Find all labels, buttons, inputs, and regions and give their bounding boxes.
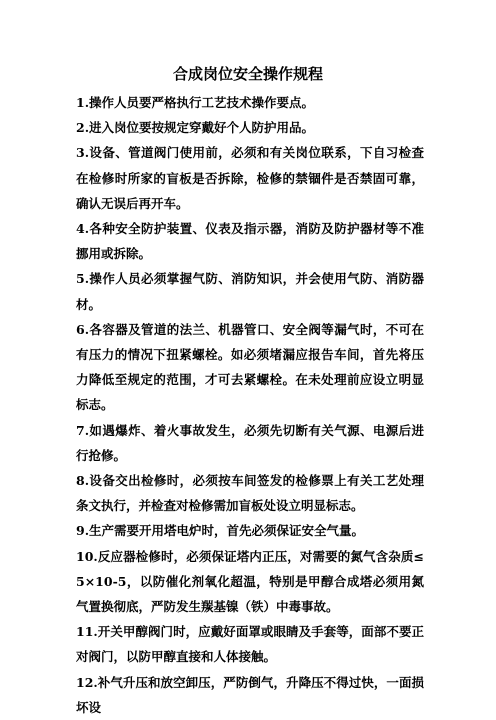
paragraph-10: 10.反应器检修时，必须保证塔内正压，对需要的氮气含杂质≤5×10-5，以防催化剂氧化超温，特别是甲醇合成塔必须用氮气置换彻底，严防发生羰基镍（铁）中毒事故。 [76,548,424,615]
paragraph-4: 4.各种安全防护装置、仪表及指示器，消防及防护器材等不准挪用或拆除。 [76,221,424,262]
paragraph-12: 12.补气升压和放空卸压，严防倒气，升降压不得过快，一面损坏设 [76,674,424,715]
paragraph-9: 9.生产需要开用塔电炉时，首先必须保证安全气量。 [76,523,365,539]
paragraph-1: 1.操作人员要严格执行工艺技术操作要点。 [76,95,315,110]
paragraph-5: 5.操作人员必须掌握气防、消防知识，并会使用气防、消防器材。 [76,271,424,312]
paragraph-11: 11.开关甲醇阀门时，应戴好面罩或眼睛及手套等，面部不要正对阀门，以防甲醇直接和人体接触。 [76,624,424,665]
document-body [76,90,424,720]
paragraph-3: 3.设备、管道阀门使用前，必须和有关岗位联系，下自习检查在检修时所家的盲板是否拆除，检修的禁锢件是否禁固可靠，确认无误后再开车。 [76,145,424,211]
paragraph-2: 2.进入岗位要按规定穿戴好个人防护用品。 [76,120,315,136]
paragraph-8: 8.设备交出检修时，必须按车间签发的检修票上有关工艺处理条文执行，并检查对检修需加盲板处设立明显标志。 [76,473,424,514]
paragraph-7: 7.如遇爆炸、着火事故发生，必须先切断有关气源、电源后进行抢修。 [76,422,424,463]
document-title: 合成岗位安全操作规程 [172,65,323,83]
paragraph-6: 6.各容器及管道的法兰、机器管口、安全阀等漏气时，不可在有压力的情况下扭紧螺栓。如必须堵漏应报告车间，首先将压力降低至规定的范围，才可去紧螺栓。在未处理前应设立明显标志。 [76,321,424,413]
